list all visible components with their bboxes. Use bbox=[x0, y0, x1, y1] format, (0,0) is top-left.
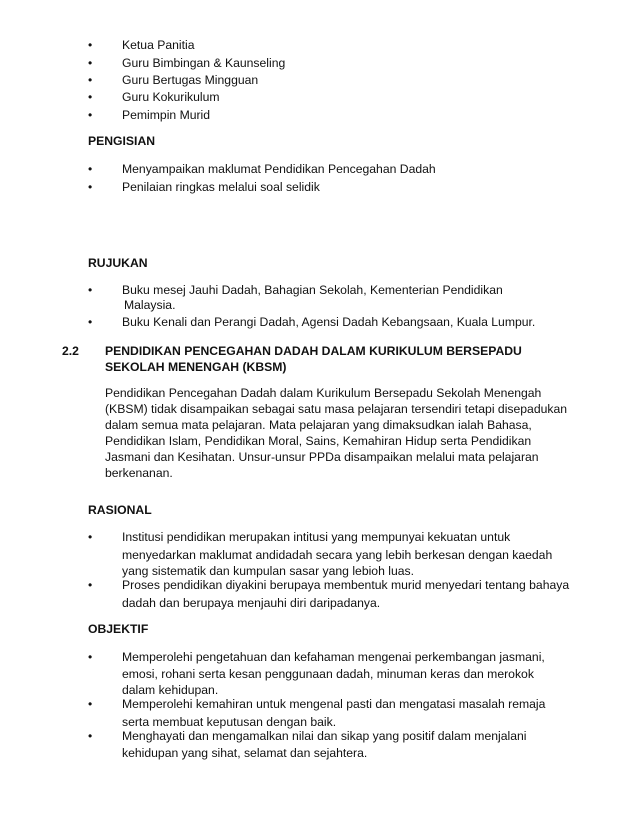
bullet: • bbox=[88, 650, 93, 664]
list-item-continued: kehidupan yang sihat, selamat dan sejahtera. bbox=[122, 746, 368, 760]
list-item-continued: dalam kehidupan. bbox=[122, 683, 219, 697]
section-heading: OBJEKTIF bbox=[88, 622, 149, 636]
paragraph-line: berkenanan. bbox=[105, 466, 173, 480]
list-item: Buku mesej Jauhi Dadah, Bahagian Sekolah, Kementerian Pendidikan bbox=[122, 283, 503, 297]
bullet: • bbox=[88, 697, 93, 711]
list-item: Guru Kokurikulum bbox=[122, 90, 220, 104]
section-title: PENDIDIKAN PENCEGAHAN DADAH DALAM KURIKULUM BERSEPADU bbox=[105, 344, 522, 358]
paragraph-line: Pendidikan Islam, Pendidikan Moral, Sains, Kemahiran Hidup serta Pendidikan bbox=[105, 434, 532, 448]
list-item: Menyampaikan maklumat Pendidikan Pencegahan Dadah bbox=[122, 162, 436, 176]
bullet: • bbox=[88, 73, 93, 87]
paragraph-line: dalam semua mata pelajaran. Mata pelajaran yang dimaksudkan ialah Bahasa, bbox=[105, 418, 532, 432]
bullet: • bbox=[88, 578, 93, 592]
list-item-continued: serta membuat keputusan dengan baik. bbox=[122, 715, 337, 729]
list-item: Guru Bertugas Mingguan bbox=[122, 73, 259, 87]
bullet: • bbox=[88, 162, 93, 176]
list-item-continued: dadah dan berupaya menjauhi diri daripadanya. bbox=[122, 596, 381, 610]
bullet: • bbox=[88, 283, 93, 297]
bullet: • bbox=[88, 56, 93, 70]
bullet: • bbox=[88, 315, 93, 329]
paragraph-line: Pendidikan Pencegahan Dadah dalam Kurikulum Bersepadu Sekolah Menengah bbox=[105, 386, 542, 400]
list-item: Pemimpin Murid bbox=[122, 108, 211, 122]
bullet: • bbox=[88, 90, 93, 104]
list-item-continued: menyedarkan maklumat andidadah secara yang lebih berkesan dengan kaedah bbox=[122, 548, 553, 562]
bullet: • bbox=[88, 729, 93, 743]
bullet: • bbox=[88, 180, 93, 194]
list-item: Penilaian ringkas melalui soal selidik bbox=[122, 180, 320, 194]
list-item: Ketua Panitia bbox=[122, 38, 195, 52]
bullet: • bbox=[88, 38, 93, 52]
list-item-continued: Malaysia. bbox=[124, 298, 176, 312]
section-title: SEKOLAH MENENGAH (KBSM) bbox=[105, 360, 287, 374]
list-item-continued: yang sistematik dan kumpulan sasar yang lebioh luas. bbox=[122, 564, 414, 578]
list-item: Institusi pendidikan merupakan intitusi yang mempunyai kekuatan untuk bbox=[122, 530, 511, 544]
paragraph-line: Jasmani dan Kesihatan. Unsur-unsur PPDa disampaikan melalui mata pelajaran bbox=[105, 450, 539, 464]
list-item: Buku Kenali dan Perangi Dadah, Agensi Dadah Kebangsaan, Kuala Lumpur. bbox=[122, 315, 536, 329]
list-item: Proses pendidikan diyakini berupaya membentuk murid menyedari tentang bahaya bbox=[122, 578, 570, 592]
list-item-continued: emosi, rohani serta kesan penggunaan dadah, minuman keras dan merokok bbox=[122, 667, 534, 681]
section-heading: PENGISIAN bbox=[88, 134, 156, 148]
list-item: Guru Bimbingan & Kaunseling bbox=[122, 56, 286, 70]
list-item: Memperolehi kemahiran untuk mengenal pasti dan mengatasi masalah remaja bbox=[122, 697, 546, 711]
bullet: • bbox=[88, 108, 93, 122]
paragraph-line: (KBSM) tidak disampaikan sebagai satu masa pelajaran tersendiri tetapi disepadukan bbox=[105, 402, 568, 416]
section-number: 2.2 bbox=[62, 344, 79, 358]
section-heading: RUJUKAN bbox=[88, 256, 148, 270]
section-heading: RASIONAL bbox=[88, 503, 152, 517]
bullet: • bbox=[88, 530, 93, 544]
list-item: Memperolehi pengetahuan dan kefahaman mengenai perkembangan jasmani, bbox=[122, 650, 545, 664]
list-item: Menghayati dan mengamalkan nilai dan sikap yang positif dalam menjalani bbox=[122, 729, 527, 743]
